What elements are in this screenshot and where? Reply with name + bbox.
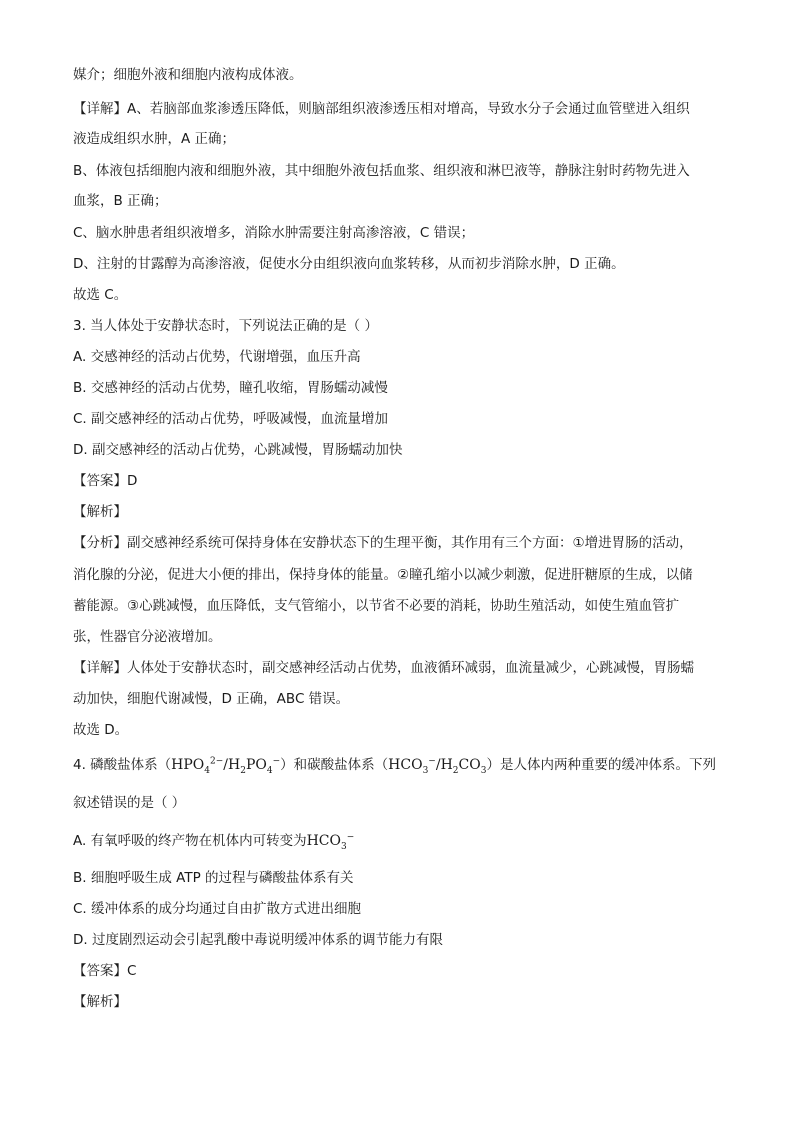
text-line: 【详解】人体处于安静状态时，副交感神经活动占优势，血液循环减弱，血流量减少，心跳减慢，胃肠蠕 (73, 660, 694, 676)
text-line: 液造成组织水肿，A 正确； (73, 131, 236, 147)
option-b: B. 交感神经的活动占优势，瞳孔收缩，胃肠蠕动减慢 (73, 380, 388, 396)
answer-label: 【答案】C (73, 963, 137, 979)
option-d: D. 过度剧烈运动会引起乳酸中毒说明缓冲体系的调节能力有限 (73, 932, 443, 948)
option-b: B. 细胞呼吸生成 ATP 的过程与磷酸盐体系有关 (73, 870, 354, 886)
text-line: 媒介；细胞外液和细胞内液构成体液。 (73, 67, 303, 83)
text-line: 血浆，B 正确； (73, 193, 168, 209)
option-d: D. 副交感神经的活动占优势，心跳减慢，胃肠蠕动加快 (73, 442, 403, 458)
analysis-label: 【解析】 (73, 504, 127, 520)
question-3-title: 3. 当人体处于安静状态时，下列说法正确的是（ ） (73, 318, 378, 334)
text-line: 【详解】A、若脑部血浆渗透压降低，则脑部组织液渗透压相对增高，导致水分子会通过血管壁进入组织 (73, 101, 690, 117)
text-line: 张，性器官分泌液增加。 (73, 629, 222, 645)
text-line: C、脑水肿患者组织液增多，消除水肿需要注射高渗溶液，C 错误； (73, 225, 475, 241)
text-line: 消化腺的分泌，促进大小便的排出，保持身体的能量。②瞳孔缩小以减少刺激，促进肝糖原的生成，以储 (73, 567, 693, 583)
analysis-label: 【解析】 (73, 994, 127, 1010)
question-4-title: 4. 磷酸盐体系$(HPO_4^{2-}/H_2PO_4^-)$和碳酸盐体系$(HCO_3^-/H_2CO_3)$是人体内两种重要的缓冲体系。下列 (73, 756, 716, 776)
text-line: 动加快，细胞代谢减慢，D 正确，ABC 错误。 (73, 691, 350, 707)
option-a: A. 交感神经的活动占优势，代谢增强，血压升高 (73, 349, 361, 365)
phosphate-formula: $HPO_4^{2-}/H_2PO_4^-$ (171, 756, 281, 776)
option-a: A. 有氧呼吸的终产物在机体内可转变为$HCO_3^-$ (73, 832, 355, 852)
option-c: C. 副交感神经的活动占优势，呼吸减慢，血流量增加 (73, 411, 389, 427)
carbonate-formula: $HCO_3^-/H_2CO_3$ (388, 756, 487, 776)
text-line: 【分析】副交感神经系统可保持身体在安静状态下的生理平衡，其作用有三个方面：①增进胃肠的活动， (73, 535, 693, 551)
bicarbonate-formula: $HCO_3^-$ (306, 832, 355, 852)
text-line: B、体液包括细胞内液和细胞外液，其中细胞外液包括血浆、组织液和淋巴液等，静脉注射时药物先进入 (73, 163, 690, 179)
option-c: C. 缓冲体系的成分均通过自由扩散方式进出细胞 (73, 901, 362, 917)
answer-label: 【答案】D (73, 473, 138, 489)
text-line: 故选 C。 (73, 287, 128, 303)
text-line: 故选 D。 (73, 722, 129, 738)
text-line: 蓄能源。③心跳减慢，血压降低，支气管缩小，以节省不必要的消耗，协助生殖活动，如使生殖血管扩 (73, 598, 680, 614)
text-line: D、注射的甘露醇为高渗溶液，促使水分由组织液向血浆转移，从而初步消除水肿，D 正确。 (73, 256, 625, 272)
text-line: 叙述错误的是（ ） (73, 795, 186, 811)
